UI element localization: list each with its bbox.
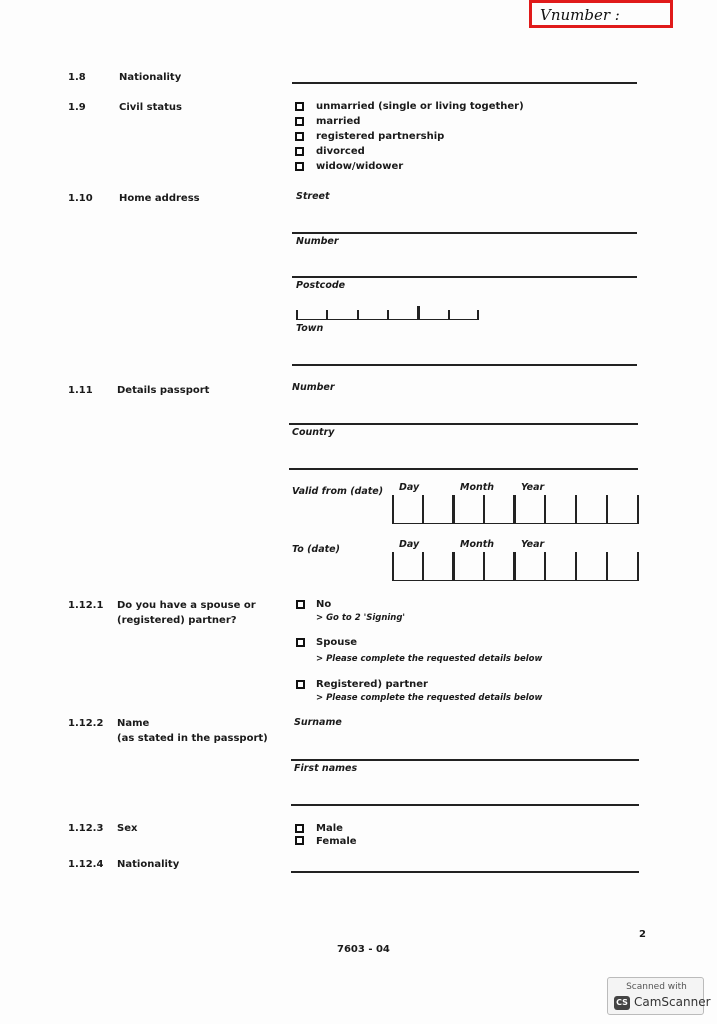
street-field[interactable] — [292, 232, 637, 234]
passport-country-field[interactable] — [289, 468, 638, 470]
valid-to-month-head: Month — [460, 539, 495, 550]
civil-status-checkbox-divorced[interactable] — [295, 147, 304, 156]
partner-question-line2: (registered) partner? — [117, 615, 237, 626]
valid-from-year-head: Year — [521, 482, 545, 493]
page-number: 2 — [639, 929, 646, 940]
town-label: Town — [296, 323, 324, 334]
nationality-field[interactable] — [292, 82, 637, 84]
item-number-1-8: 1.8 — [68, 72, 86, 83]
valid-from-day-head: Day — [399, 482, 420, 493]
partner-option-spouse: Spouse — [316, 637, 358, 648]
passport-country-label: Country — [292, 427, 335, 438]
sex-label: Sex — [117, 823, 138, 834]
partner-checkbox-registered[interactable] — [296, 680, 305, 689]
partner-note-no: > Go to 2 'Signing' — [316, 613, 406, 623]
partner-note-registered: > Please complete the requested details below — [316, 693, 543, 703]
partner-name-label: Name — [117, 718, 150, 729]
first-names-label: First names — [294, 763, 358, 774]
partner-nationality-field[interactable] — [291, 871, 639, 873]
civil-status-option: unmarried (single or living together) — [316, 101, 524, 112]
valid-to-day-head: Day — [399, 539, 420, 550]
partner-question-line1: Do you have a spouse or — [117, 600, 256, 611]
postcode-field[interactable] — [296, 306, 479, 320]
home-address-label: Home address — [119, 193, 200, 204]
passport-number-label: Number — [292, 382, 335, 393]
civil-status-option: divorced — [316, 146, 365, 157]
valid-to-label: To (date) — [292, 544, 340, 555]
item-number-1-12-4: 1.12.4 — [68, 859, 104, 870]
camscanner-logo-icon: CS — [614, 996, 630, 1010]
civil-status-option: registered partnership — [316, 131, 445, 142]
item-number-1-12-3: 1.12.3 — [68, 823, 104, 834]
house-number-label: Number — [296, 236, 339, 247]
civil-status-label: Civil status — [119, 102, 182, 113]
surname-field[interactable] — [291, 759, 639, 761]
camscanner-name: CamScanner — [634, 995, 711, 1009]
first-names-field[interactable] — [291, 804, 639, 806]
partner-option-registered: Registered) partner — [316, 679, 428, 690]
postcode-label: Postcode — [296, 280, 346, 291]
civil-status-checkbox-registered[interactable] — [295, 132, 304, 141]
civil-status-option: widow/widower — [316, 161, 404, 172]
item-number-1-12-1: 1.12.1 — [68, 600, 104, 611]
civil-status-checkbox-married[interactable] — [295, 117, 304, 126]
house-number-field[interactable] — [292, 276, 637, 278]
partner-name-sublabel: (as stated in the passport) — [117, 733, 268, 744]
item-number-1-12-2: 1.12.2 — [68, 718, 104, 729]
partner-option-no: No — [316, 599, 332, 610]
sex-checkbox-female[interactable] — [295, 836, 304, 845]
camscanner-badge — [607, 977, 711, 1015]
passport-label: Details passport — [117, 385, 210, 396]
civil-status-option: married — [316, 116, 361, 127]
partner-nationality-label: Nationality — [117, 859, 180, 870]
street-label: Street — [296, 191, 330, 202]
partner-checkbox-no[interactable] — [296, 600, 305, 609]
form-code: 7603 - 04 — [337, 944, 390, 955]
surname-label: Surname — [294, 717, 342, 728]
civil-status-checkbox-widow[interactable] — [295, 162, 304, 171]
valid-from-month-head: Month — [460, 482, 495, 493]
valid-to-year-head: Year — [521, 539, 545, 550]
passport-number-field[interactable] — [289, 423, 638, 425]
valid-from-date-field[interactable] — [392, 496, 639, 524]
civil-status-checkbox-unmarried[interactable] — [295, 102, 304, 111]
valid-from-label: Valid from (date) — [292, 486, 384, 497]
item-number-1-11: 1.11 — [68, 385, 93, 396]
item-number-1-9: 1.9 — [68, 102, 86, 113]
partner-checkbox-spouse[interactable] — [296, 638, 305, 647]
town-field[interactable] — [292, 364, 637, 366]
valid-to-date-field[interactable] — [392, 553, 639, 581]
sex-option-male: Male — [316, 823, 343, 834]
partner-note-spouse: > Please complete the requested details below — [316, 654, 543, 664]
vnumber-box[interactable] — [529, 0, 673, 28]
vnumber-label: Vnumber : — [540, 6, 620, 24]
nationality-label: Nationality — [119, 72, 182, 83]
item-number-1-10: 1.10 — [68, 193, 93, 204]
scanned-with-text: Scanned with — [626, 982, 687, 992]
sex-option-female: Female — [316, 836, 357, 847]
sex-checkbox-male[interactable] — [295, 824, 304, 833]
